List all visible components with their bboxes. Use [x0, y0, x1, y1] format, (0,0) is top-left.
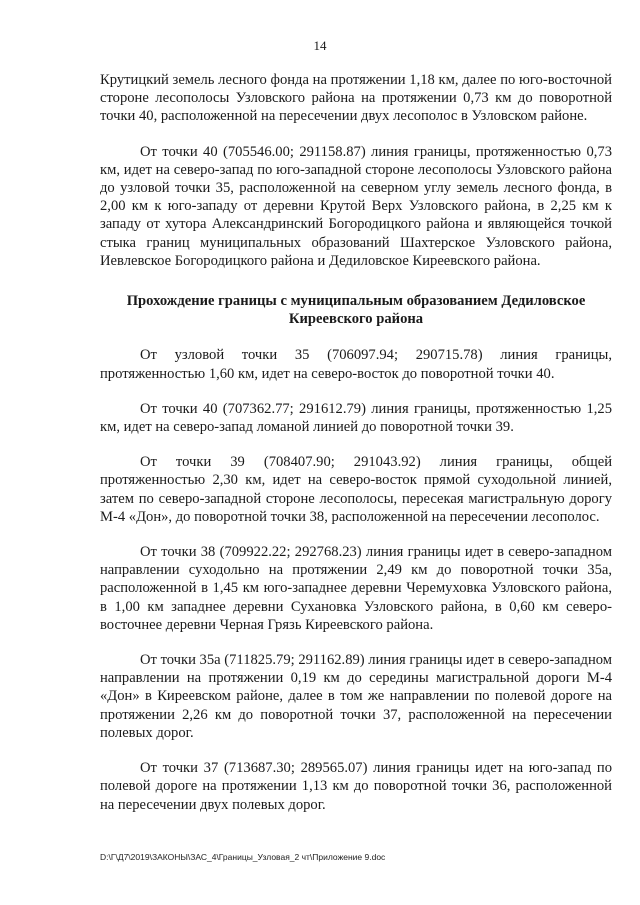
paragraph-point-37: От точки 37 (713687.30; 289565.07) линия границы идет на юго-запад по полевой дороге на протяжении 1,13 км до поворотной точки 36, расположенной на пересечении двух полевых дорог.	[100, 760, 612, 813]
paragraph-continuation: Крутицкий земель лесного фонда на протяжении 1,18 км, далее по юго-восточной стороне лесополосы Узловского района на протяжении 0,73 км до поворотной точки 40, расположенной на пересечении двух лесополос в Узловском районе.	[100, 72, 612, 125]
paragraph-point-38: От точки 38 (709922.22; 292768.23) линия границы идет в северо-западном направлении суходольно на протяжении 2,49 км до поворотной точки 35а, расположенной в 1,45 км юго-западнее деревни Черемуховка Узловского района, в 1,00 км западнее деревни Сухановка Узловского района, в 0,60 км северо-восточнее деревни Черная Грязь Киреевского района.	[100, 544, 612, 633]
document-body	[100, 71, 612, 831]
paragraph-point-35a: От точки 35а (711825.79; 291162.89) линия границы идет в северо-западном направлении на протяжении 0,19 км до середины магистральной дороги М-4 «Дон» в Киреевском районе, далее в том же направлении по полевой дороге на протяжении 2,26 км до поворотной точки 37, расположенной на пересечении полевых дорог.	[100, 652, 613, 741]
page-number: 14	[313, 38, 327, 53]
paragraph-point-40: От точки 40 (707362.77; 291612.79) линия границы, протяженностью 1,25 км, идет на северо-запад ломаной линией до поворотной точки 39.	[100, 400, 612, 436]
section-heading: Прохождение границы с муниципальным образованием Дедиловское Киреевского района	[126, 293, 586, 328]
paragraph-point-39: От точки 39 (708407.90; 291043.92) линия границы, общей протяженностью 2,30 км, идет на северо-восток прямой суходольной линией, затем по северо-западной стороне лесополосы, пересекая магистральную дорогу М-4 «Дон», до поворотной точки 38, расположенной на пересечении лесополос.	[100, 454, 612, 525]
footer-file-path: D:\Г\Д7\2019\ЗАКОНЫ\ЗАС_4\Границы_Узловая_2 чт\Приложение 9.doc	[100, 852, 386, 862]
paragraph-point-40-segment: От точки 40 (705546.00; 291158.87) линия границы, протяженностью 0,73 км, идет на северо-запад по юго-западной стороне лесополосы Узловского района до узловой точки 35, расположенной на северном углу земель лесного фонда, в 2,00 км к юго-западу от деревни Крутой Верх Узловского района, в 2,25 км к западу от хутора Александринский Богородицкого района и являющейся точкой стыка границ муниципальных образований Шахтерское Узловского района, Иевлевское Богородицкого района и Дедиловское Киреевского района.	[100, 143, 612, 269]
paragraph-point-35: От узловой точки 35 (706097.94; 290715.78) линия границы, протяженностью 1,60 км, идет на северо-восток до поворотной точки 40.	[100, 347, 612, 382]
